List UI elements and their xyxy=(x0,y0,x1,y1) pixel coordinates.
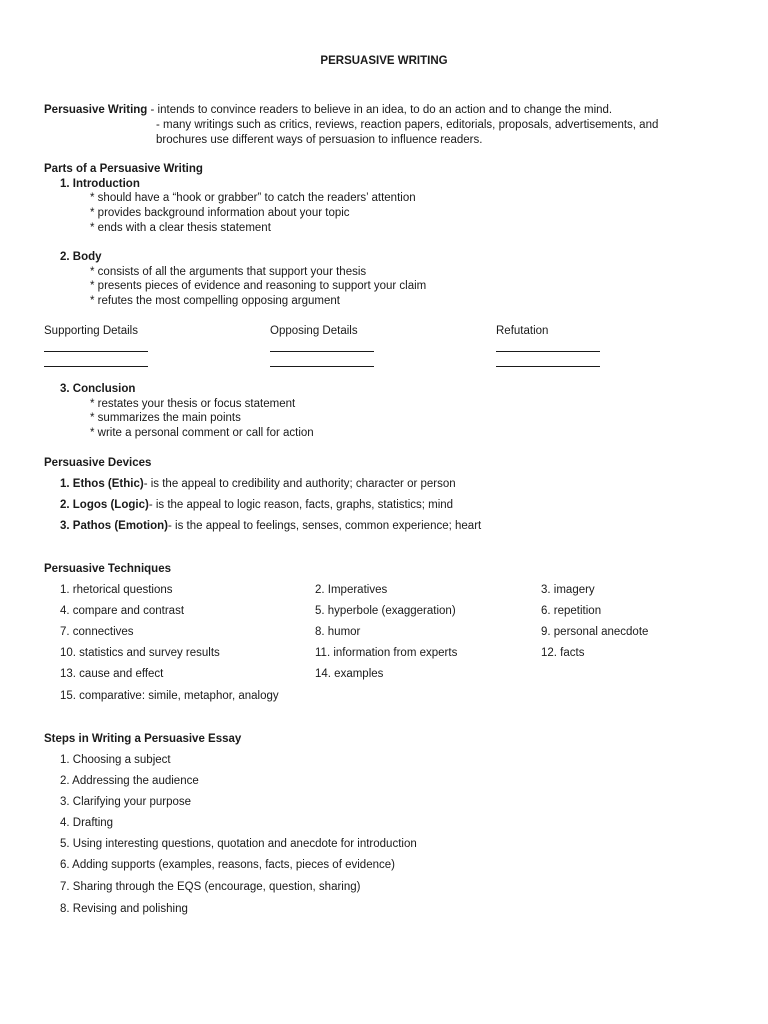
blank-line[interactable] xyxy=(270,356,374,372)
intro-item: * provides background information about your topic xyxy=(90,207,350,219)
technique-item: 13. cause and effect xyxy=(60,668,164,680)
step-item: 7. Sharing through the EQS (encourage, question, sharing) xyxy=(60,881,361,893)
page-title: PERSUASIVE WRITING xyxy=(320,55,448,67)
blank-line[interactable] xyxy=(44,341,148,357)
conclusion-label: 3. Conclusion xyxy=(60,383,136,395)
technique-item: 11. information from experts xyxy=(315,647,458,659)
step-item: 1. Choosing a subject xyxy=(60,754,171,766)
column-opposing-details: Opposing Details xyxy=(270,325,358,337)
device-item xyxy=(60,519,481,534)
step-item: 2. Addressing the audience xyxy=(60,775,199,787)
techniques-heading: Persuasive Techniques xyxy=(44,563,171,575)
device-text: - is the appeal to feelings, senses, common experience; heart xyxy=(167,520,482,532)
technique-item: 8. humor xyxy=(315,626,361,638)
body-item: * consists of all the arguments that support your thesis xyxy=(90,266,367,278)
blank-line[interactable] xyxy=(270,341,374,357)
technique-item: 3. imagery xyxy=(541,584,595,596)
intro-item: * ends with a clear thesis statement xyxy=(90,222,271,234)
step-item: 4. Drafting xyxy=(60,817,114,829)
column-refutation: Refutation xyxy=(496,325,549,337)
technique-item: 12. facts xyxy=(541,647,585,659)
device-term: 1. Ethos (Ethic) xyxy=(60,478,144,490)
step-item: 5. Using interesting questions, quotation and anecdote for introduction xyxy=(60,838,417,850)
device-term: 2. Logos (Logic) xyxy=(60,499,149,511)
parts-heading: Parts of a Persuasive Writing xyxy=(44,163,203,175)
conclusion-item: * summarizes the main points xyxy=(90,412,241,424)
body-label: 2. Body xyxy=(60,251,102,263)
definition-term: Persuasive Writing xyxy=(44,104,148,116)
technique-item: 5. hyperbole (exaggeration) xyxy=(315,605,456,617)
definition-text-1: - intends to convince readers to believe in an idea, to do an action and to change the mind. xyxy=(147,104,613,116)
definition-line-2: - many writings such as critics, reviews, reaction papers, editorials, proposals, advertisements, and xyxy=(156,119,659,131)
intro-label: 1. Introduction xyxy=(60,178,140,190)
blank-line[interactable] xyxy=(496,341,600,357)
step-item: 8. Revising and polishing xyxy=(60,903,188,915)
column-supporting-details: Supporting Details xyxy=(44,325,138,337)
step-item: 3. Clarifying your purpose xyxy=(60,796,192,808)
technique-item: 10. statistics and survey results xyxy=(60,647,220,659)
technique-item: 1. rhetorical questions xyxy=(60,584,173,596)
technique-item: 4. compare and contrast xyxy=(60,605,185,617)
technique-item: 6. repetition xyxy=(541,605,602,617)
technique-item: 2. Imperatives xyxy=(315,584,388,596)
technique-item: 15. comparative: simile, metaphor, analogy xyxy=(60,690,279,702)
conclusion-item: * write a personal comment or call for action xyxy=(90,427,314,439)
device-term: 3. Pathos (Emotion) xyxy=(60,520,168,532)
conclusion-item: * restates your thesis or focus statement xyxy=(90,398,296,410)
technique-item: 9. personal anecdote xyxy=(541,626,649,638)
step-item: 6. Adding supports (examples, reasons, facts, pieces of evidence) xyxy=(60,859,395,871)
intro-item: * should have a “hook or grabber” to catch the readers’ attention xyxy=(90,192,416,204)
definition-line-1 xyxy=(44,103,612,118)
steps-heading: Steps in Writing a Persuasive Essay xyxy=(44,733,242,745)
body-item: * refutes the most compelling opposing argument xyxy=(90,295,340,307)
device-item xyxy=(60,498,453,513)
device-item xyxy=(60,477,456,492)
blank-line[interactable] xyxy=(496,356,600,372)
device-text: - is the appeal to credibility and authority; character or person xyxy=(143,478,456,490)
devices-heading: Persuasive Devices xyxy=(44,457,152,469)
technique-item: 14. examples xyxy=(315,668,384,680)
definition-line-3: brochures use different ways of persuasion to influence readers. xyxy=(156,134,483,146)
technique-item: 7. connectives xyxy=(60,626,134,638)
device-text: - is the appeal to logic reason, facts, graphs, statistics; mind xyxy=(148,499,454,511)
blank-line[interactable] xyxy=(44,356,148,372)
body-item: * presents pieces of evidence and reasoning to support your claim xyxy=(90,280,427,292)
